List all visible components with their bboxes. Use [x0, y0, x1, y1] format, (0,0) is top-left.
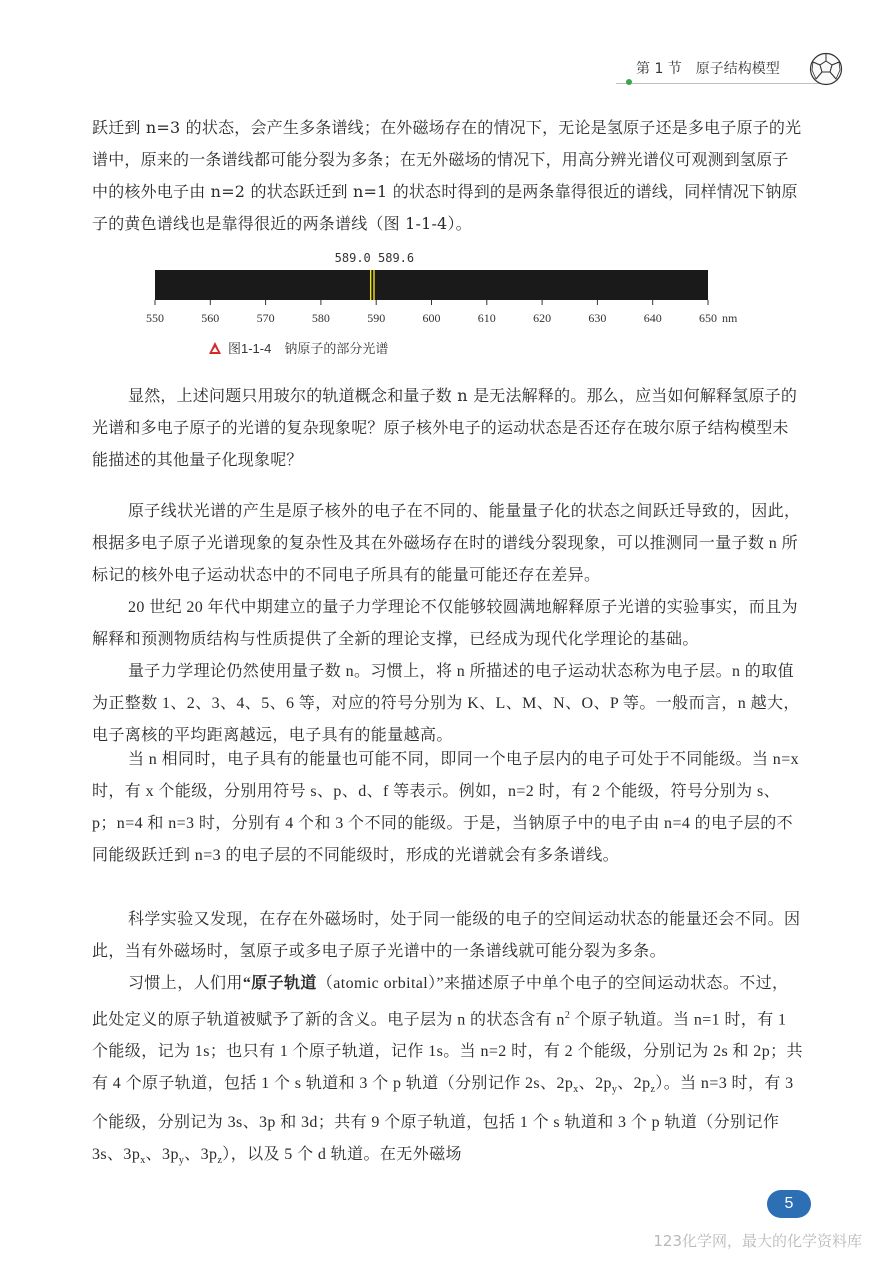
x-tick-label: 620: [533, 311, 552, 325]
x-tick-label: 600: [422, 311, 441, 325]
paragraph-5-text: 量子力学理论仍然使用量子数 n。习惯上，将 n 所描述的电子运动状态称为电子层。n 的取值为正整数 1、2、3、4、5、6 等，对应的符号分别为 K、L、M、N、O、P 等。一般而言，n 越大，电子离核的平均距离越远，电子具有的能量越高。: [92, 663, 800, 744]
p8-text-c: 个原子轨道。当 n=1 时，有 1 个能级，记为 1s；也只有 1 个原子轨道，记作 1s。当 n=2 时，有 2 个能级，分别记为 2s 和 2p；共有 4 个原子轨道，包括 1 个 s 轨道和 3 个 p 轨道（分别记作 2s、2p: [92, 1011, 803, 1093]
p8-text-d: ）。当 n=3 时，有 3 个能级，分别记为 3s、3p 和 3d；共有 9 个原子轨道，包括 1 个 s 轨道和 3 个 p 轨道（分别记作 3s、3p: [92, 1075, 794, 1163]
paragraph-4-text: 20 世纪 20 年代中期建立的量子力学理论不仅能够较圆满地解释原子光谱的实验事实，而且为解释和预测物质结构与性质提供了全新的理论支撑，已经成为现代化学理论的基础。: [92, 599, 799, 648]
paragraph-6-text: 当 n 相同时，电子具有的能量也可能不同，即同一个电子层内的电子可处于不同能级。当 n=x 时，有 x 个能级，分别用符号 s、p、d、f 等表示。例如，n=2 时，有 2 个能级，符号分别为 s、p；n=4 和 n=3 时，分别有 4 个和 3 个不同的能级。于是，当钠原子中的电子由 n=4 的电子层的不同能级跃迁到 n=3 的电子层的不同能级时，形成的光谱就会有多条谱线。: [92, 751, 800, 864]
p8-text-a: 习惯上，人们用: [128, 975, 243, 992]
p8-sub-y1: y: [611, 1084, 618, 1096]
paragraph-3: [92, 496, 804, 592]
p8-sep-3: 、3p: [145, 1145, 179, 1163]
section-header: [616, 52, 846, 94]
header-dot: [626, 79, 632, 85]
p8-sub-z2: z: [217, 1154, 223, 1166]
p8-text-e: ），以及 5 个 d 轨道。在无外磁场: [222, 1145, 462, 1163]
paragraph-7: [92, 904, 804, 968]
watermark: 123化学网，最大的化学资料库: [653, 1232, 862, 1250]
paragraph-5: [92, 656, 804, 752]
p8-sub-z1: z: [650, 1084, 656, 1096]
term-atomic-orbital: “原子轨道: [242, 975, 317, 992]
fullerene-icon: [809, 52, 843, 86]
paragraph-1: [92, 112, 804, 240]
axis-unit: nm: [722, 311, 738, 325]
paragraph-2: [92, 380, 804, 476]
paragraph-8: [92, 968, 804, 1177]
paragraph-2-text: 显然，上述问题只用玻尔的轨道概念和量子数 n 是无法解释的。那么，应当如何解释氢原子的光谱和多电子原子的光谱的复杂现象呢？原子核外电子的运动状态是否还存在玻尔原子结构模型未能描述的其他量子化现象呢？: [92, 386, 798, 469]
p8-sep-4: 、3p: [184, 1145, 218, 1163]
spectrum-chart: [140, 244, 760, 334]
x-tick-label: 560: [201, 311, 220, 325]
paragraph-1-text: 跃迁到 n=3 的状态，会产生多条谱线；在外磁场存在的情况下，无论是氢原子还是多电子原子的光谱中，原来的一条谱线都可能分裂为多条；在无外磁场的情况下，用高分辨光谱仪可观测到氢原子中的核外电子由 n=2 的状态跃迁到 n=1 的状态时得到的是两条靠得很近的谱线，同样情况下钠原子的黄色谱线也是靠得很近的两条谱线（图 1-1-4）。: [92, 118, 802, 233]
paragraph-7-text: 科学实验又发现，在存在外磁场时，处于同一能级的电子的空间运动状态的能量还会不同。因此，当有外磁场时，氢原子或多电子原子光谱中的一条谱线就可能分裂为多条。: [92, 911, 801, 960]
paragraph-4: [92, 592, 804, 656]
figure-caption: [208, 338, 388, 357]
page-number: 5: [767, 1190, 811, 1218]
x-tick-label: 640: [643, 311, 662, 325]
emission-line-labels: 589.0 589.6: [334, 251, 415, 265]
spectrum-bar: [155, 270, 708, 300]
paragraph-6: [92, 744, 804, 872]
p8-sub-x2: x: [140, 1154, 146, 1166]
x-tick-label: 590: [367, 311, 386, 325]
caption-text: 图1-1-4 钠原子的部分光谱: [228, 341, 389, 356]
p8-sub-y2: y: [178, 1154, 185, 1166]
header-rule: [616, 83, 831, 84]
section-title: 第 1 节 原子结构模型: [636, 61, 780, 77]
x-tick-label: 630: [588, 311, 607, 325]
paragraph-3-text: 原子线状光谱的产生是原子核外的电子在不同的、能量量子化的状态之间跃迁导致的，因此，根据多电子原子光谱现象的复杂性及其在外磁场存在时的谱线分裂现象，可以推测同一量子数 n 所标记的核外电子运动状态中的不同电子所具有的能量可能还存在差异。: [92, 503, 801, 584]
p8-sep-1: 、2p: [578, 1075, 612, 1093]
p8-sup: 2: [564, 1010, 571, 1021]
x-tick-label: 650: [699, 311, 717, 325]
x-tick-label: 550: [146, 311, 164, 325]
x-tick-label: 610: [477, 311, 496, 325]
p8-sep-2: 、2p: [617, 1075, 651, 1093]
x-tick-label: 570: [256, 311, 275, 325]
x-tick-label: 580: [311, 311, 330, 325]
triangle-icon: [208, 341, 222, 355]
p8-text-b: （atomic orbital）”来描述原子中单个电子的空间运动状态。不过，此处定义的原子轨道被赋予了新的含义。电子层为 n 的状态含有 n: [92, 975, 789, 1029]
p8-sub-x1: x: [573, 1084, 579, 1096]
